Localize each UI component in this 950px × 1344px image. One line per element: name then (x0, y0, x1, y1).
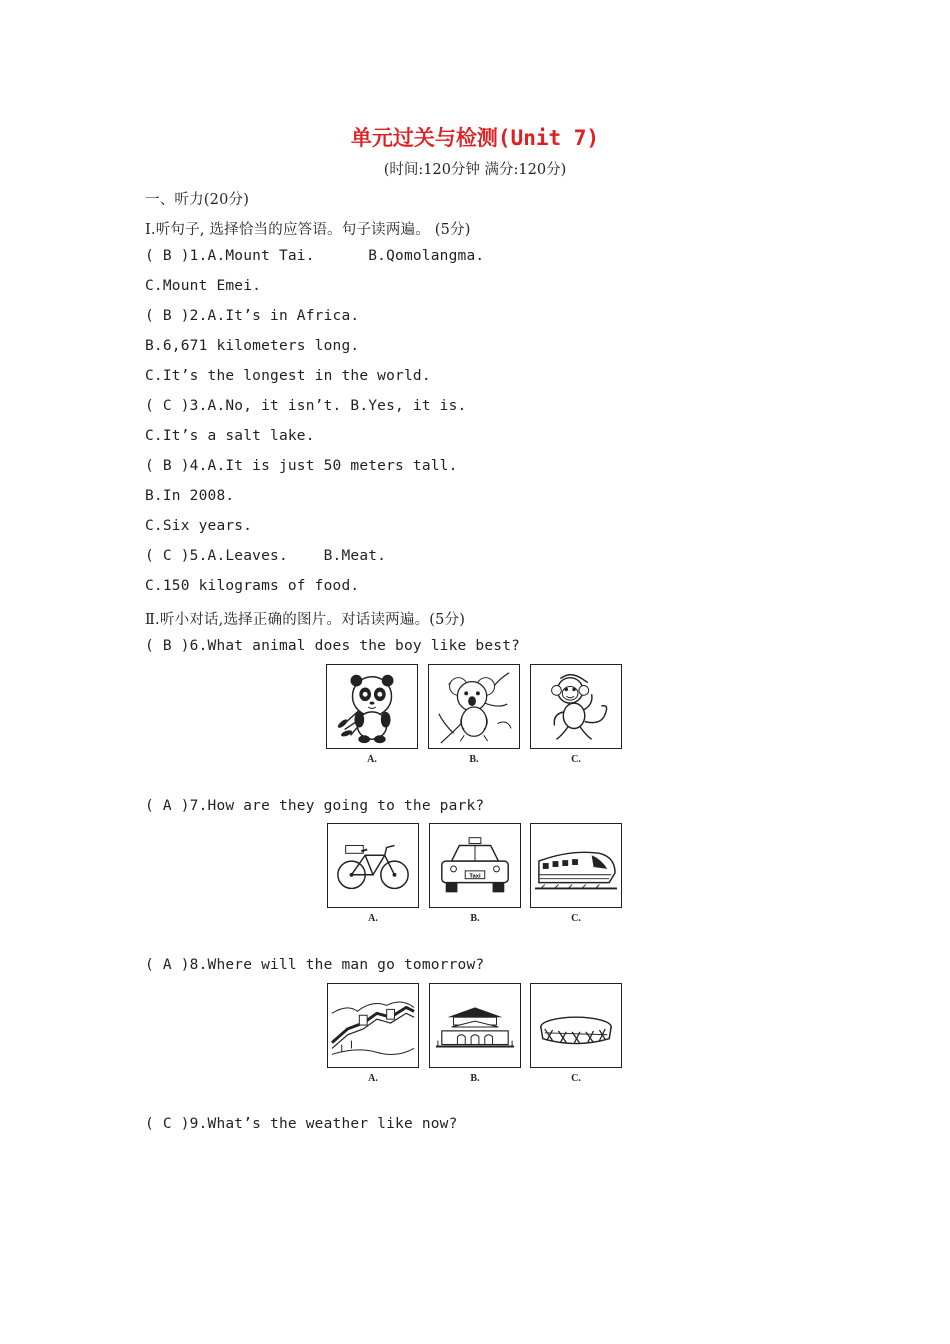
answer-line-5: C.It’s the longest in the world. (145, 368, 431, 384)
taxi-icon (429, 823, 521, 908)
picture-label: C. (571, 913, 581, 924)
part1-heading: Ⅰ.听句子, 选择恰当的应答语。句子读两遍。 (5分) (145, 222, 471, 238)
tiananmen-icon (429, 983, 521, 1068)
answer-line-11: ( C )5.A.Leaves. B.Meat. (145, 548, 387, 564)
picture-label: A. (367, 754, 377, 765)
taxi-plate-text: Taxi (469, 873, 481, 880)
answer-line-9: B.In 2008. (145, 488, 235, 504)
monkey-icon (530, 664, 622, 749)
train-icon (530, 823, 622, 908)
answer-line-6: ( C )3.A.No, it isn’t. B.Yes, it is. (145, 398, 467, 414)
bicycle-icon (327, 823, 419, 908)
part2-heading: Ⅱ.听小对话,选择正确的图片。对话读两遍。(5分) (145, 612, 466, 628)
question-6: ( B )6.What animal does the boy like best? (145, 638, 521, 654)
answer-line-8: ( B )4.A.It is just 50 meters tall. (145, 458, 458, 474)
answer-line-4: B.6,671 kilometers long. (145, 338, 360, 354)
picture-label: C. (571, 1073, 581, 1084)
picture-row-q6 (326, 664, 626, 764)
question-8: ( A )8.Where will the man go tomorrow? (145, 957, 485, 973)
section-heading: 一、听力(20分) (145, 192, 250, 208)
picture-label: B. (469, 754, 479, 765)
birds-nest-stadium-icon (530, 983, 622, 1068)
panda-icon (326, 664, 418, 749)
koala-icon (428, 664, 520, 749)
question-9: ( C )9.What’s the weather like now? (145, 1116, 458, 1132)
picture-label: A. (368, 913, 378, 924)
picture-label: C. (571, 754, 581, 765)
answer-line-10: C.Six years. (145, 518, 253, 534)
answer-line-3: ( B )2.A.It’s in Africa. (145, 308, 360, 324)
great-wall-icon (327, 983, 419, 1068)
page-title: 单元过关与检测(Unit 7) (350, 126, 600, 150)
picture-label: A. (368, 1073, 378, 1084)
picture-label: B. (470, 913, 480, 924)
picture-label: B. (470, 1073, 480, 1084)
answer-line-12: C.150 kilograms of food. (145, 578, 360, 594)
picture-row-q8 (326, 983, 626, 1083)
answer-line-7: C.It’s a salt lake. (145, 428, 315, 444)
answer-line-2: C.Mount Emei. (145, 278, 262, 294)
page-subtitle: (时间:120分钟 满分:120分) (383, 162, 567, 178)
answer-line-1: ( B )1.A.Mount Tai. B.Qomolangma. (145, 248, 485, 264)
picture-row-q7 (326, 823, 626, 923)
question-7: ( A )7.How are they going to the park? (145, 798, 485, 814)
